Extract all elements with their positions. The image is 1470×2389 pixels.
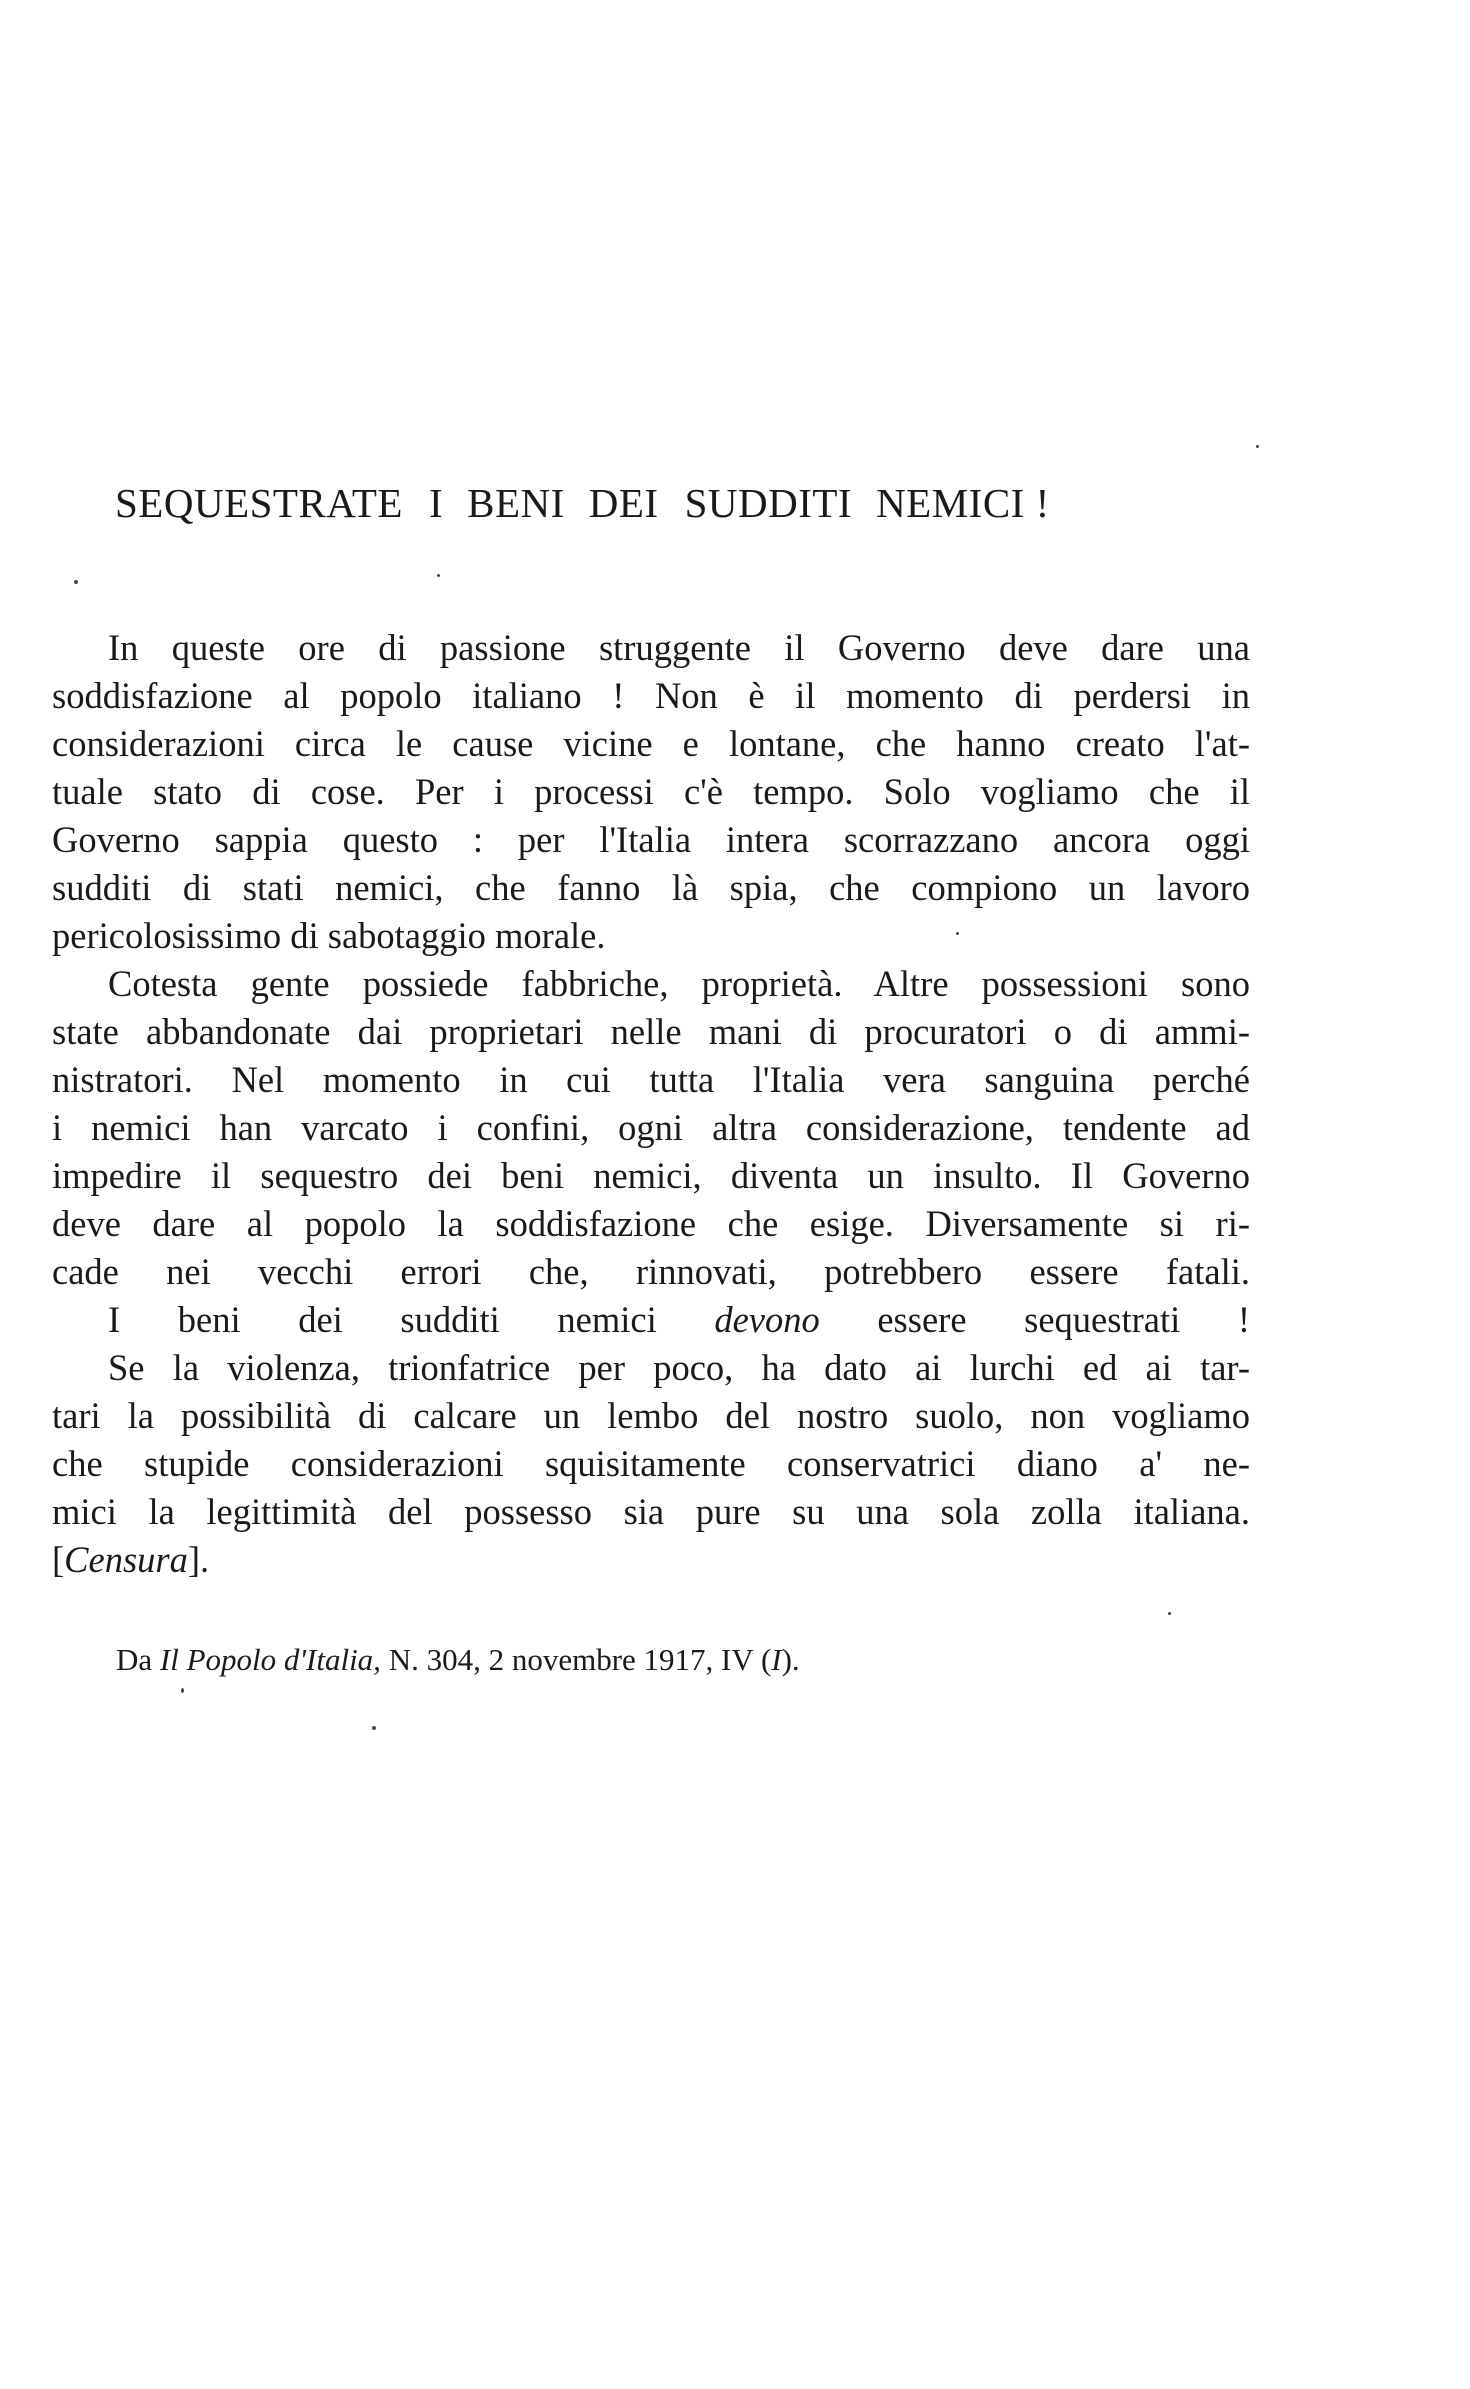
- article-title: [115, 478, 1215, 528]
- text-line: Se la violenza, trionfatrice per poco, ha dato ai lurchi ed ai tar-: [108, 1347, 1250, 1388]
- text-line: tuale stato di cose. Per i processi c'è tempo. Solo vogliamo che il: [52, 771, 1250, 812]
- print-speck: [74, 580, 78, 584]
- text-line: che stupide considerazioni squisitamente conservatrici diano a' ne-: [52, 1443, 1250, 1484]
- line-text: I beni dei sudditi nemici: [108, 1299, 657, 1340]
- emphasis-text: devono: [714, 1299, 820, 1340]
- print-speck: [437, 574, 440, 577]
- source-citation: [116, 1640, 800, 1680]
- title-word: BENI: [467, 480, 565, 526]
- text-line: [52, 1296, 1250, 1344]
- title-word: SEQUESTRATE: [115, 480, 403, 526]
- source-details: N. 304, 2 novembre 1917, IV: [388, 1642, 754, 1677]
- text-line: mici la legittimità del possesso sia pure su una sola zolla italiana.: [52, 1491, 1250, 1532]
- print-speck: [1256, 445, 1259, 448]
- text-line: i nemici han varcato i confini, ogni altra considerazione, tendente ad: [52, 1107, 1250, 1148]
- text-line: impedire il sequestro dei beni nemici, diventa un insulto. Il Governo: [52, 1155, 1250, 1196]
- text-line: pericolosissimo di sabotaggio morale.: [52, 915, 606, 956]
- text-line: [52, 1536, 1250, 1584]
- line-text: essere sequestrati !: [877, 1299, 1250, 1340]
- article-body: [52, 624, 1250, 1584]
- paren-close: ).: [781, 1642, 800, 1677]
- text-line: Cotesta gente possiede fabbriche, proprietà. Altre possessioni sono: [108, 963, 1250, 1004]
- text-line: nistratori. Nel momento in cui tutta l'Italia vera sanguina perché: [52, 1059, 1250, 1100]
- bracket-close: ].: [187, 1539, 210, 1580]
- text-line: deve dare al popolo la soddisfazione che esige. Diversamente si ri-: [52, 1203, 1250, 1244]
- title-word: SUDDITI: [684, 480, 853, 526]
- text-line: cade nei vecchi errori che, rinnovati, potrebbero essere fatali.: [52, 1251, 1250, 1292]
- bracket-open: [: [52, 1539, 65, 1580]
- title-word: I: [428, 480, 444, 526]
- paren-open: (: [760, 1642, 772, 1677]
- text-line: sudditi di stati nemici, che fanno là spia, che compiono un lavoro: [52, 867, 1250, 908]
- source-note: I: [771, 1642, 782, 1677]
- publication-name: Il Popolo d'Italia,: [159, 1642, 381, 1677]
- censura-note: Censura: [64, 1539, 188, 1580]
- text-line: state abbandonate dai proprietari nelle mani di procuratori o di ammi-: [52, 1011, 1250, 1052]
- text-line: In queste ore di passione struggente il Governo deve dare una: [108, 627, 1250, 668]
- title-word: NEMICI !: [876, 480, 1050, 526]
- text-line: tari la possibilità di calcare un lembo del nostro suolo, non vogliamo: [52, 1395, 1250, 1436]
- print-speck: [956, 932, 959, 935]
- text-line: Governo sappia questo : per l'Italia intera scorrazzano ancora oggi: [52, 819, 1250, 860]
- print-speck: [1168, 1612, 1171, 1615]
- print-speck: [372, 1726, 376, 1730]
- text-line: considerazioni circa le cause vicine e lontane, che hanno creato l'at-: [52, 723, 1250, 764]
- source-prefix: Da: [116, 1642, 153, 1677]
- title-word: DEI: [588, 480, 659, 526]
- text-line: soddisfazione al popolo italiano ! Non è il momento di perdersi in: [52, 675, 1250, 716]
- print-speck: [181, 1688, 184, 1693]
